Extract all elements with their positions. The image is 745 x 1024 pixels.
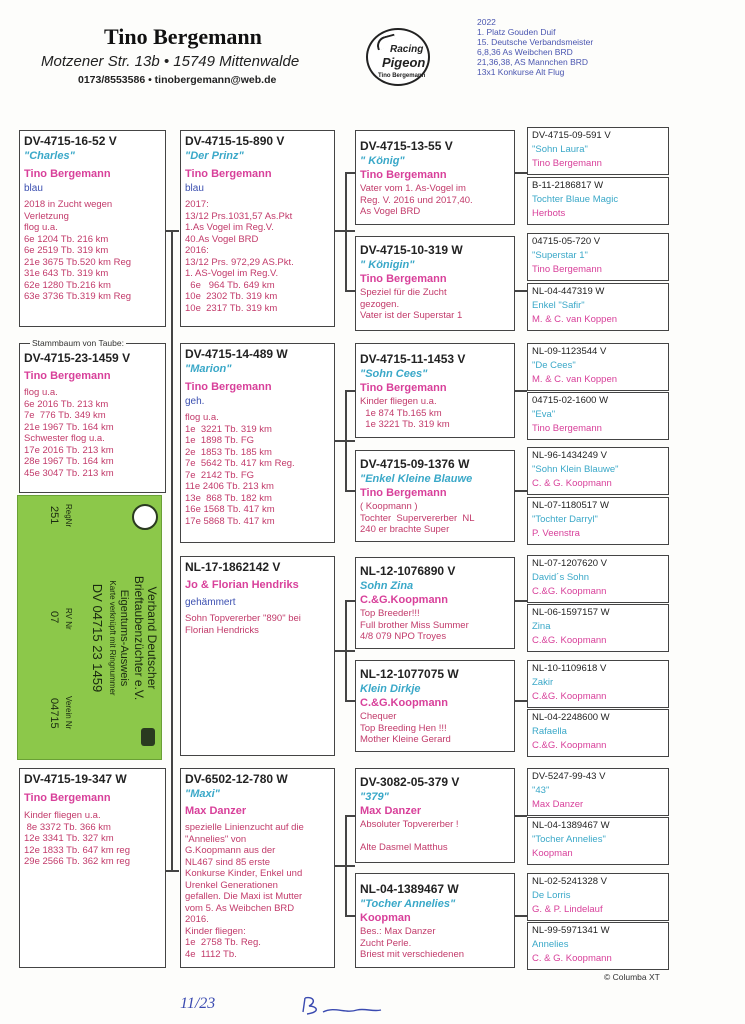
pigeon-notes: flog u.a. 1e 3221 Tb. 319 km 1e 1898 Tb. FG 2e 1853 Tb. 185 km 7e 5642 Tb. 417 km Reg. 7e 2142 Tb. FG 11e 2406 Tb. 213 km 13e 868 Tb. 182 km 16e 1568 Tb. 417 km 17e 5868 Tb. 417 km [185,412,295,527]
breeder-address: Motzener Str. 13b • 15749 Mittenwalde [41,53,300,70]
ring-number: 04715-02-1600 W [532,395,609,406]
achievement-line: 1. Platz Gouden Duif [477,27,556,37]
pedigree-grandparent [355,236,515,331]
verein-label: Verein Nr [64,696,73,730]
pigeon-name: "Enkel Kleine Blauwe [360,473,473,485]
pedigree-parent [180,768,335,968]
pedigree-parent [180,130,335,327]
owner-name: C.&G. Koopmann [532,740,607,751]
ring-number: NL-99-5971341 W [532,925,610,936]
pigeon-name: "Marion" [185,363,232,375]
owner-name: M. & C. van Koppen [532,314,618,325]
pigeon-notes: Bes.: Max Danzer Zucht Perle. Briest mit verschiedenen [360,926,465,960]
owner-name: Tino Bergemann [532,423,602,434]
pedigree-subject-2 [19,768,166,968]
ring-number: DV-4715-10-319 W [360,243,463,257]
pigeon-notes: Speziel für die Zucht gezogen. Vater ist der Superstar 1 [360,287,463,321]
pedigree-great-grandparent [527,660,669,708]
handwritten-signature [295,990,385,1020]
pigeon-notes: Top Breeder!!! Full brother Miss Summer 4/8 079 NPO Troyes [360,608,469,642]
pigeon-name: " Königin" [360,259,415,271]
card-stamp-icon [141,728,155,746]
pedigree-great-grandparent [527,343,669,391]
pigeon-name: " König" [360,155,405,167]
ring-number: NL-04-1389467 W [360,882,459,896]
pigeon-name: "Superstar 1" [532,250,588,261]
pigeon-name: "43" [532,785,550,796]
logo-text-main: Pigeon [382,55,426,70]
ring-number: NL-02-5241328 V [532,876,607,887]
ring-number: 04715-05-720 V [532,236,601,247]
owner-name: Max Danzer [532,799,584,810]
logo-text-sub: Tino Bergemann [378,73,426,79]
owner-name: Tino Bergemann [24,792,111,804]
pedigree-great-grandparent [527,447,669,495]
logo-text-top: Racing [390,44,424,55]
owner-name: Herbots [532,208,566,219]
pigeon-notes: Chequer Top Breeding Hen !!! Mother Kleine Gerard [360,711,451,745]
pigeon-color: blau [24,183,43,194]
ring-number: NL-12-1077075 W [360,667,459,681]
pedigree-great-grandparent [527,233,669,281]
pigeon-color: geh. [185,396,205,407]
pedigree-grandparent [355,130,515,225]
pigeon-notes: Vater vom 1. As-Vogel im Reg. V. 2016 und 2017,40. As Vogel BRD [360,183,473,217]
ownership-card-content [18,496,162,760]
card-title-2: Brieftaubenzüchter e.V. [132,575,146,701]
owner-name: Tino Bergemann [360,487,447,499]
owner-name: Tino Bergemann [360,382,447,394]
pigeon-name: "Der Prinz" [185,150,244,162]
ring-number: NL-09-1123544 V [532,346,607,357]
achievement-line: 21,36,38, AS Mannchen BRD [477,57,589,67]
ring-number: NL-07-1207620 V [532,558,607,569]
owner-name: G. & P. Lindelauf [532,904,603,915]
ring-number: DV-4715-19-347 W [24,772,127,786]
pedigree-parent [180,343,335,543]
ring-number: NL-06-1597157 W [532,607,610,618]
ring-number: NL-96-1434249 V [532,450,607,461]
card-title-1: Verband Deutscher [145,586,159,690]
pedigree-great-grandparent [527,768,669,816]
ring-number: DV-6502-12-780 W [185,772,288,786]
ring-number: DV-4715-13-55 V [360,139,453,153]
ring-number: NL-10-1109618 V [532,663,607,674]
pigeon-name: Klein Dirkje [360,683,421,695]
pigeon-name: "Charles" [24,150,75,162]
racing-pigeon-logo [366,28,430,86]
owner-name: Tino Bergemann [24,168,111,180]
owner-name: P. Veenstra [532,528,580,539]
pedigree-grandparent [355,557,515,649]
pigeon-notes: 2018 in Zucht wegen Verletzung flog u.a. 6e 1204 Tb. 216 km 6e 2519 Tb. 319 km 21e 3675 Tb.520 km Reg 31e 643 Tb. 319 km 62e 1280 Tb.216 km 63e 3736 Tb.319 km Reg [24,199,132,302]
ring-number: DV-4715-11-1453 V [360,352,466,366]
owner-name: C.&G. Koopmann [532,586,607,597]
ring-number: NL-12-1076890 V [360,564,456,578]
ring-number: DV-4715-09-1376 W [360,457,470,471]
pigeon-name: Annelies [532,939,569,950]
verband-seal-icon [132,504,158,530]
pigeon-notes: Kinder fliegen u.a. 8e 3372 Tb. 366 km 12e 3341 Tb. 327 km 12e 1833 Tb. 647 km reg 29e 2566 Tb. 362 km reg [24,810,130,867]
ring-number: DV-4715-16-52 V [24,134,117,148]
handwritten-note: 11/23 [180,995,216,1012]
ring-number: DV-4715-09-591 V [532,130,611,141]
achievements [477,17,657,77]
ring-number: NL-04-2248600 W [532,712,610,723]
pedigree-grandparent [355,768,515,863]
pedigree-great-grandparent [527,817,669,865]
ring-number: B-11-2186817 W [532,180,604,191]
pedigree-subject [19,130,166,327]
pedigree-great-grandparent [527,873,669,921]
pigeon-name: "Tochter Darryl" [532,514,598,525]
achievement-line: 13x1 Konkurse Alt Flug [477,67,565,77]
pedigree-great-grandparent [527,127,669,175]
pigeon-name: "Tocher Annelies" [360,898,456,910]
owner-name: Tino Bergemann [532,158,602,169]
pigeon-name: "Sohn Cees" [360,368,428,380]
rv-label: RV Nr [64,608,73,630]
verein-value: 04715 [48,698,60,729]
card-title-4: Karte verknüpft mit Ringnummer [108,580,117,696]
pigeon-color: gehämmert [185,597,236,608]
pigeon-name: "379" [360,791,389,803]
pedigree-great-grandparent [527,555,669,603]
owner-name: C.&G. Koopmann [532,635,607,646]
ring-number: NL-04-447319 W [532,286,605,297]
owner-name: Max Danzer [185,805,247,817]
pigeon-name: "Sohn Laura" [532,144,588,155]
card-ring-number: DV 04715 23 1459 [90,583,105,693]
ownership-card [17,495,162,760]
pigeon-name: "De Cees" [532,360,576,371]
ring-number: DV-4715-15-890 V [185,134,285,148]
pigeon-name: "Eva" [532,409,556,420]
owner-name: Tino Bergemann [360,273,447,285]
pedigree-great-grandparent [527,709,669,757]
copyright: © Columba XT [604,972,660,982]
pedigree-grandparent [355,873,515,968]
pigeon-name: Zakir [532,677,554,688]
ring-number: DV-4715-14-489 W [185,347,288,361]
pigeon-name: "Tocher Annelies" [532,834,606,845]
ring-number: NL-17-1862142 V [185,560,281,574]
owner-name: Jo & Florian Hendriks [185,579,299,591]
card-title-3: Eigentums-Ausweis [118,589,130,687]
pigeon-name: David´s Sohn [532,572,590,583]
pigeon-name: "Sohn Klein Blauwe" [532,464,619,475]
regnr-label: RegNr [64,504,73,528]
pedigree-great-grandparent [527,922,669,970]
owner-name: Tino Bergemann [532,264,602,275]
pigeon-notes: 2017: 13/12 Prs.1031,57 As.Pkt 1.As Vogel im Reg.V. 40.As Vogel BRD 2016: 13/12 Prs. 972,29 AS.Pkt. 1. AS-Vogel im Reg.V. 6e 964 Tb. 649 km 10e 2302 Tb. 319 km 10e 2317 Tb. 319 km [185,199,294,314]
pedigree-grandparent [355,450,515,542]
pigeon-notes: Sohn Topvererber "890" bei Florian Hendricks [185,613,301,636]
pedigree-great-grandparent [527,177,669,225]
pigeon-notes: Kinder fliegen u.a. 1e 874 Tb.165 km 1e 3221 Tb. 319 km [360,396,450,430]
ring-number: NL-04-1389467 W [532,820,610,831]
pedigree-parent [180,556,335,756]
pigeon-name: Sohn Zina [360,580,414,592]
ring-number: DV-5247-99-43 V [532,771,606,782]
regnr-value: 251 [48,506,60,525]
pigeon-notes: flog u.a. 6e 2016 Tb. 213 km 7e 776 Tb. 349 km 21e 1967 Tb. 164 km Schwester flog u.a. 17e 2016 Tb. 213 km 28e 1967 Tb. 164 km 45e 3047 Tb. 213 km [24,387,114,479]
pedigree-sibling [19,343,166,493]
owner-name: C.&G.Koopmann [360,697,448,709]
pigeon-notes: ( Koopmann ) Tochter Supervererber NL 240 er brachte Super [360,501,475,535]
owner-name: Tino Bergemann [360,169,447,181]
rv-value: 07 [48,611,60,624]
owner-name: Koopman [532,848,573,859]
owner-name: Tino Bergemann [185,168,272,180]
pigeon-notes: spezielle Linienzucht auf die "Annelies" von G.Koopmann aus der NL467 sind 85 erste Konkurse Kinder, Enkel und Urenkel Generationen gefallen. Die Maxi ist Mutter vom 5. As Weibchen BRD 2016. Kinder fliegen: 1e 2758 Tb. Reg. 4e 1112 Tb. [185,822,304,960]
pigeon-name: Tochter Blaue Magic [532,194,619,205]
pigeon-notes: Absoluter Topvererber ! Alte Dasmel Matthus [360,819,459,853]
owner-name: Koopman [360,912,411,924]
pigeon-name: Rafaella [532,726,567,737]
achievement-line: 15. Deutsche Verbandsmeister [477,37,594,47]
pedigree-great-grandparent [527,497,669,545]
sibling-label: Stammbaum von Taube: [32,338,124,348]
ring-number: NL-07-1180517 W [532,500,609,511]
pedigree-great-grandparent [527,604,669,652]
breeder-name: Tino Bergemann [104,24,262,49]
owner-name: C.&G. Koopmann [532,691,607,702]
pigeon-name: Enkel "Safir" [532,300,585,311]
pedigree-great-grandparent [527,392,669,440]
pigeon-color: blau [185,183,204,194]
owner-name: Max Danzer [360,805,422,817]
owner-name: Tino Bergemann [24,370,111,382]
owner-name: M. & C. van Koppen [532,374,618,385]
ring-number: DV-3082-05-379 V [360,775,460,789]
achievement-line: 6,8,36 As Weibchen BRD [477,47,573,57]
breeder-contact: 0173/8553586 • tinobergemann@web.de [78,74,277,86]
pigeon-name: De Lorris [532,890,571,901]
achievement-line: 2022 [477,17,496,27]
owner-name: C. & G. Koopmann [532,478,612,489]
pigeon-name: "Maxi" [185,788,220,800]
pigeon-name: Zina [532,621,551,632]
pedigree-grandparent [355,343,515,438]
ring-number: DV-4715-23-1459 V [24,351,131,365]
owner-name: C.&G.Koopmann [360,594,448,606]
pedigree-grandparent [355,660,515,752]
owner-name: Tino Bergemann [185,381,272,393]
pedigree-great-grandparent [527,283,669,331]
owner-name: C. & G. Koopmann [532,953,612,964]
